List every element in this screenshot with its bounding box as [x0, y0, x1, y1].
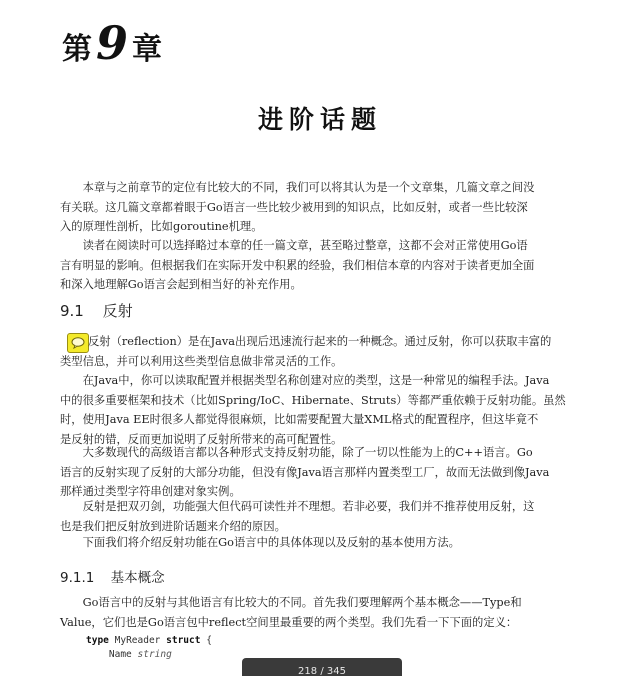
text-line: 反射（reflection）是在Java出现后迅速流行起来的一种概念。通过反射，你可以获取丰富的: [88, 335, 552, 348]
text-line: Value，它们也是Go语言包中reflect空间里最重要的两个类型。我们先看一下下面的定义：: [60, 615, 518, 629]
subsection-paragraph-1: [60, 593, 560, 632]
chapter-prefix: 第: [62, 32, 92, 67]
section-paragraph-5: [60, 533, 560, 553]
text-line: 反射是把双刃剑，功能强大但代码可读性并不理想。若非必要，我们并不推荐使用反射，这: [82, 500, 535, 513]
section-title: 反射: [102, 302, 133, 320]
text-line: 言有明显的影响。但根据我们在实际开发中积累的经验，我们相信本章的内容对于读者更加全面: [60, 258, 535, 272]
subsection-number: 9.1.1: [60, 570, 95, 586]
code-type-name: MyReader: [114, 635, 161, 646]
code-keyword: struct: [166, 635, 201, 646]
subsection-heading: [60, 566, 165, 586]
text-line: 有关联。这几篇文章都着眼于Go语言一些比较少被用到的知识点，比如反射，或者一些比较深: [60, 200, 528, 214]
section-paragraph-1: [60, 332, 560, 371]
text-line: 入的原理性剖析，比如goroutine机理。: [60, 220, 263, 233]
text-line: 语言的反射实现了反射的大部分功能，但没有像Java语言那样内置类型工厂，故而无法做到像Java: [60, 465, 550, 479]
code-keyword: type: [86, 635, 109, 646]
text-line: 也是我们把反射放到进阶话题来介绍的原因。: [60, 519, 286, 533]
code-field-name: Name: [108, 649, 132, 660]
text-line: 大多数现代的高级语言都以各种形式支持反射功能，除了一切以性能为上的C++语言。Go: [82, 446, 533, 459]
text-line: 那样通过类型字符串创建对象实例。: [60, 485, 241, 498]
code-field-type: string: [137, 649, 172, 660]
text-line: 在Java中，你可以读取配置并根据类型名称创建对应的类型，这是一种常见的编程手法。Java: [82, 374, 550, 387]
chapter-heading: [62, 16, 163, 70]
text-line: 下面我们将介绍反射功能在Go语言中的具体体现以及反射的基本使用方法。: [82, 536, 460, 549]
section-number: 9.1: [60, 302, 84, 320]
text-line: 本章与之前章节的定位有比较大的不同，我们可以将其认为是一个文章集，几篇文章之间没: [82, 181, 535, 194]
intro-paragraph-1: [60, 178, 560, 237]
section-paragraph-2: [60, 371, 566, 449]
section-paragraph-4: [60, 497, 560, 536]
code-brace: {: [206, 635, 212, 646]
text-line: 类型信息，并可以利用这些类型信息做非常灵活的工作。: [60, 354, 343, 368]
text-line: Go语言中的反射与其他语言有比较大的不同。首先我们要理解两个基本概念——Type和: [82, 596, 522, 609]
chapter-number: 9: [96, 16, 129, 70]
chapter-suffix: 章: [132, 32, 163, 67]
intro-paragraph-2: [60, 236, 560, 295]
text-line: 时，使用Java EE时很多人都觉得很麻烦，比如需要配置大量XML格式的配置程序，但这毕竟不: [60, 413, 539, 426]
page-indicator[interactable]: 218 / 345: [298, 666, 346, 676]
text-line: 中的很多重要框架和技术（比如Spring/IoC、Hibernate、Struts）等都严重依赖于反射功能。虽然: [60, 393, 566, 407]
section-heading: [60, 300, 133, 321]
text-line: 是反射的错，反而更加说明了反射所带来的高可配置性。: [60, 432, 343, 446]
code-block: [86, 634, 212, 662]
page-navigation-toolbar[interactable]: [242, 658, 402, 676]
section-paragraph-3: [60, 443, 560, 502]
page-title: 进阶话题: [257, 105, 382, 134]
subsection-title: 基本概念: [110, 570, 165, 586]
text-line: 读者在阅读时可以选择略过本章的任一篇文章，甚至略过整章，这都不会对正常使用Go语: [82, 239, 528, 252]
text-line: 和深入地理解Go语言会起到相当好的补充作用。: [60, 278, 302, 291]
